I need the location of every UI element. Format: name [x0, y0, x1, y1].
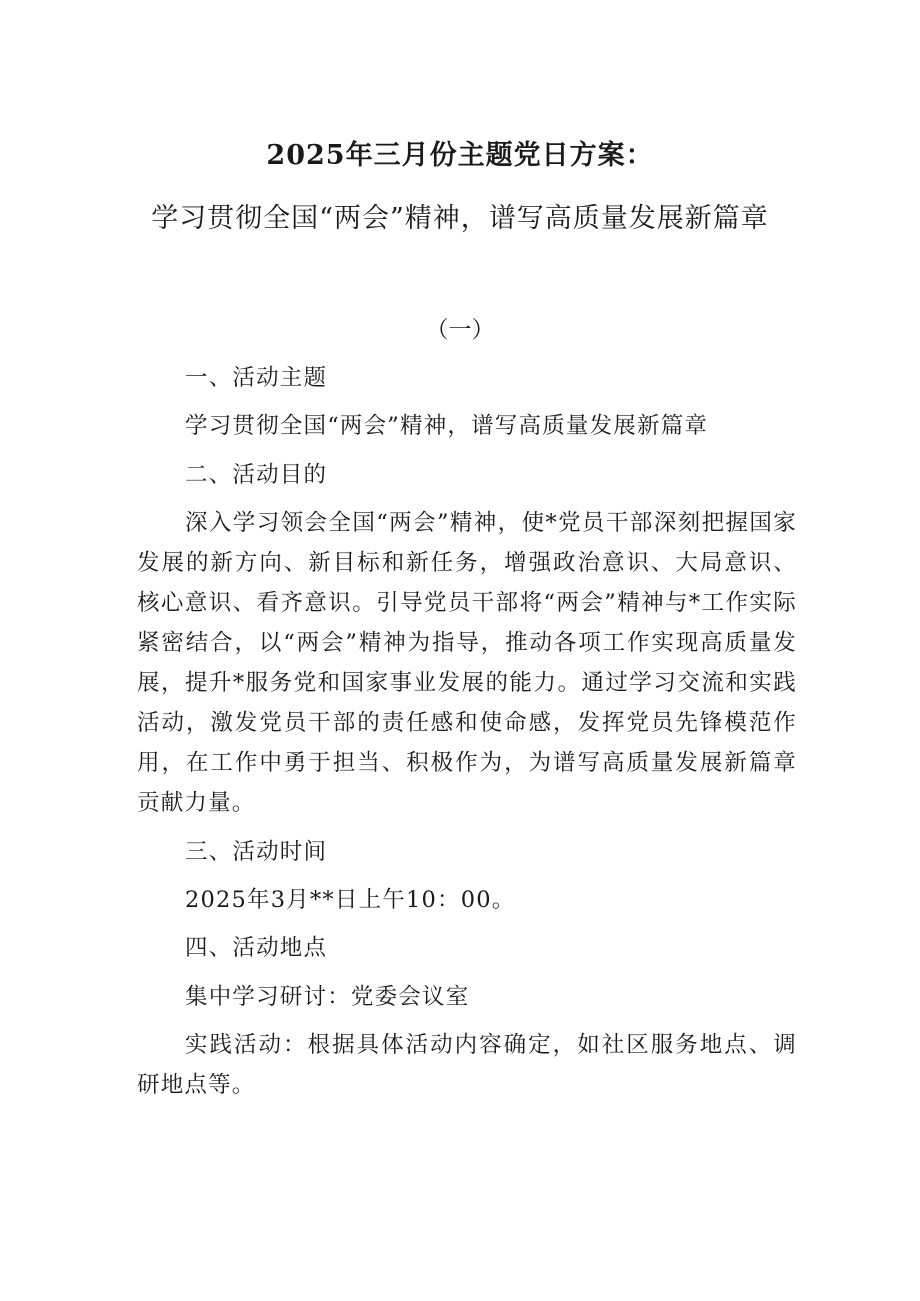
- document-title: 2025年三月份主题党日方案：: [266, 140, 654, 171]
- section-heading-location: 四、活动地点: [185, 935, 328, 962]
- section-paragraph-location-practice: 实践活动：根据具体活动内容确定，如社区服务地点、调研地点等。: [137, 1032, 797, 1099]
- document-body: [137, 358, 797, 1114]
- section-heading-theme: 一、活动主题: [185, 365, 328, 391]
- section-paragraph-location-study: 集中学习研讨：党委会议室: [185, 983, 470, 1010]
- section-paragraph-purpose: 深入学习领会全国“两会”精神，使*党员干部深刻把握国家发展的新方向、新目标和新任务，增强政治意识、大局意识、核心意识、看齐意识。引导党员干部将“两会”精神与*工作实际紧密结合，以“两会”精神为指导，推动各项工作实现高质量发展，提升*服务党和国家事业发展的能力。通过学习交流和实践活动，激发党员干部的责任感和使命感，发挥党员先锋模范作用，在工作中勇于担当、积极作为，为谱写高质量发展新篇章贡献力量。: [137, 510, 797, 817]
- part-number: （一）: [425, 317, 495, 343]
- section-heading-time: 三、活动时间: [185, 838, 328, 865]
- document-subtitle: 学习贯彻全国“两会”精神，谱写高质量发展新篇章: [151, 203, 769, 234]
- section-paragraph-time: 2025年3月**日上午10：00。: [185, 886, 516, 913]
- section-paragraph-theme: 学习贯彻全国“两会”精神，谱写高质量发展新篇章: [185, 413, 709, 440]
- section-heading-purpose: 二、活动目的: [185, 461, 328, 488]
